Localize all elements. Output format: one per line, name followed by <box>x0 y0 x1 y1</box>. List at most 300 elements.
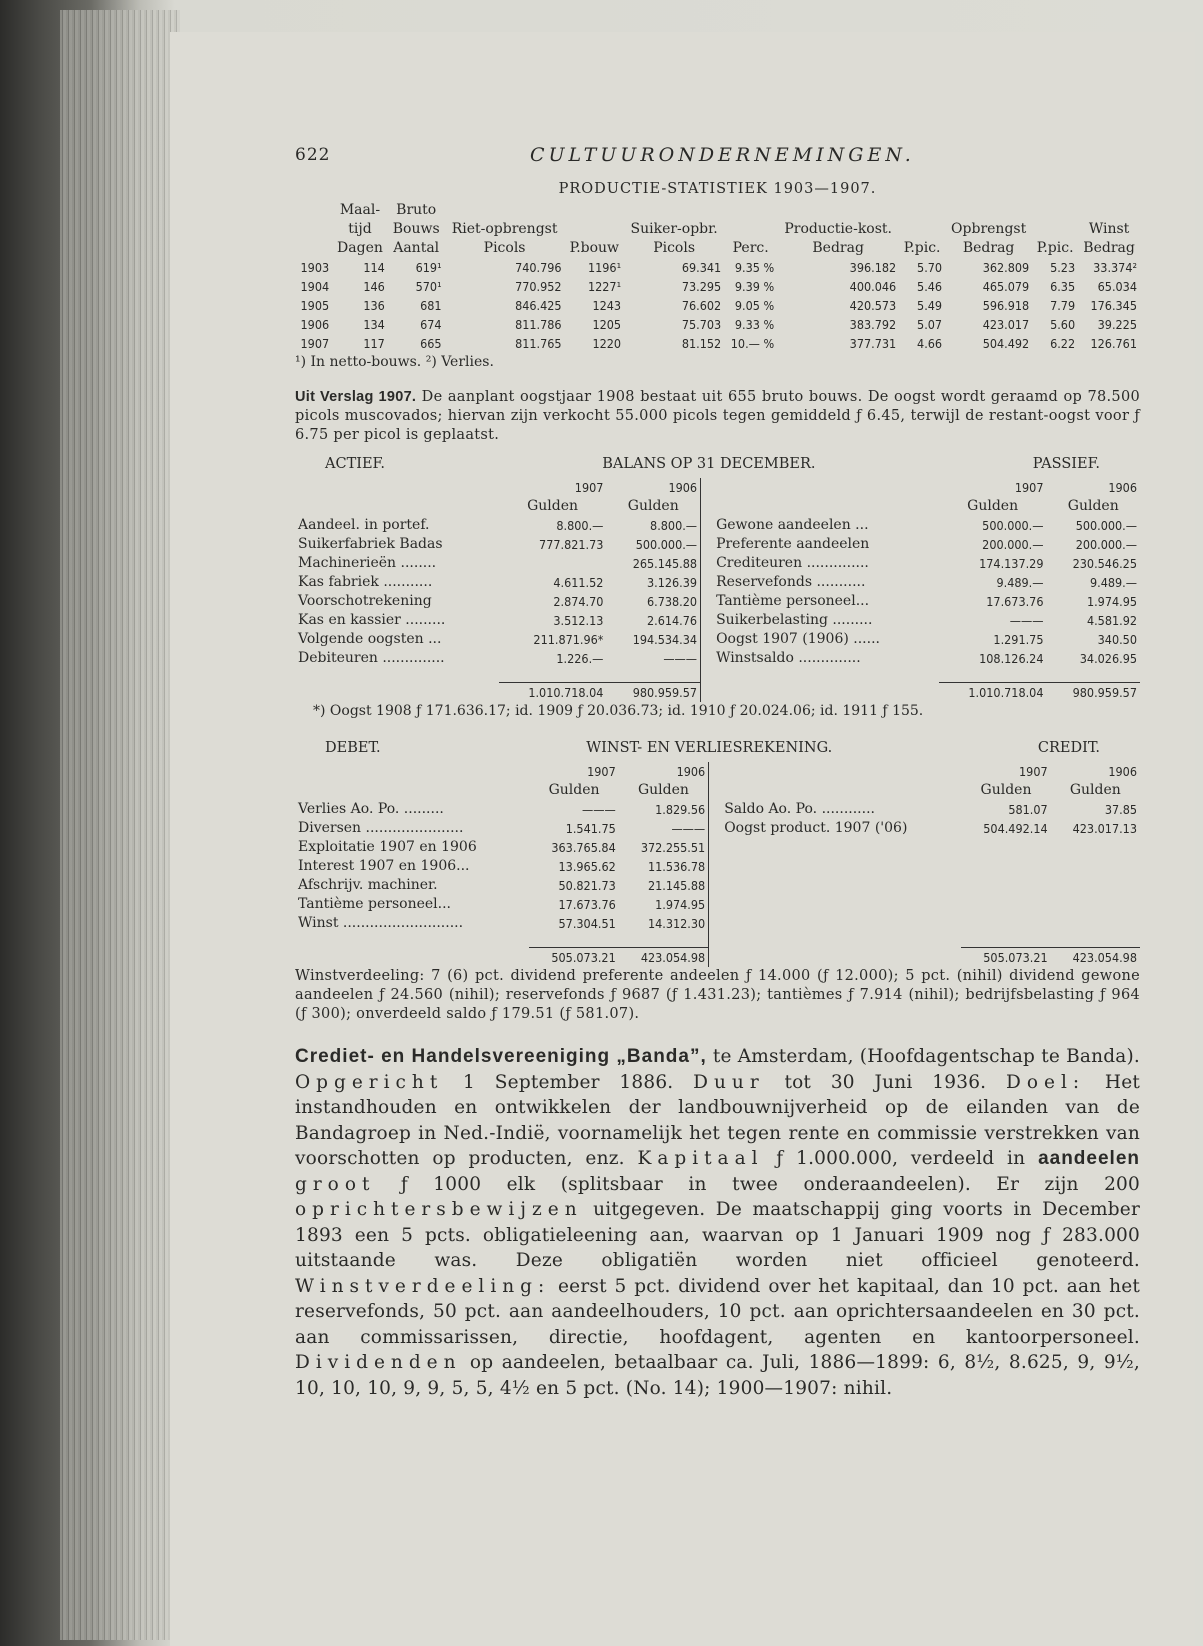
production-header-cell: Aantal <box>393 240 440 256</box>
production-title: PRODUCTIE-STATISTIEK 1903—1907. <box>558 181 877 197</box>
page <box>170 32 1195 1646</box>
winstverdeeling-text: Winstverdeeling: 7 (6) pct. dividend preferente andeelen ƒ 14.000 (ƒ 12.000); 5 pct. (nihil) dividend gewone aandeelen ƒ 24.560 (nihil); reservefonds ƒ 9687 (ƒ 1.431.23); tantièmes ƒ 7.914 (nihil); bedrijfsbelasting ƒ 964 (ƒ 300); onverdeeld saldo ƒ 179.51 (ƒ 581.07). <box>295 968 1140 1022</box>
production-header-cell <box>295 220 332 239</box>
banda-kw-opgericht: Opgericht <box>295 1071 444 1093</box>
balans-actief-value: 2.614.76 <box>647 613 698 628</box>
balans-actief-label: Kas fabriek ........... <box>298 574 433 590</box>
balans-row <box>295 516 1140 535</box>
banda-kw-dividenden: Dividenden <box>295 1352 462 1373</box>
production-header-cell <box>724 201 777 220</box>
balans-blank <box>713 497 939 516</box>
production-value: 9.33 % <box>734 317 775 332</box>
balans-passief-label: Reservefonds ........... <box>716 574 866 590</box>
balans-actief-value: 500.000.— <box>635 537 698 552</box>
winst-credit-value <box>961 857 1050 876</box>
balans-actief-value: 211.871.96* <box>533 632 604 647</box>
winst-divider <box>709 914 722 933</box>
balans-total: 1.010.718.04 <box>499 683 607 703</box>
banda-text-1: te Amsterdam, (Hoofdagentschap te Banda). <box>706 1046 1140 1067</box>
production-value: 770.952 <box>515 279 562 294</box>
balans-total: 980.959.57 <box>1046 683 1140 703</box>
balans-unit-row <box>295 497 1140 516</box>
production-year: 1904 <box>300 279 330 294</box>
production-value: 6.22 <box>1050 336 1076 351</box>
balans-blank <box>713 668 939 683</box>
winst-row <box>295 876 1140 895</box>
production-header-cell <box>899 201 945 220</box>
production-value: 114 <box>363 260 385 275</box>
winst-total: 505.073.21 <box>961 948 1050 968</box>
winst-blank <box>709 781 722 800</box>
winst-credit-value <box>961 876 1050 895</box>
balans-blank <box>939 668 1047 683</box>
banda-kw-doel: Doel: <box>1006 1071 1086 1093</box>
production-value: 136 <box>363 298 385 313</box>
winst-row <box>295 838 1140 857</box>
winst-debet-value: 363.765.84 <box>551 840 616 855</box>
winst-debet-value: 1.829.56 <box>655 802 706 817</box>
balans-passief-value: 34.026.95 <box>1079 651 1137 666</box>
verslag-label: Uit Verslag 1907. <box>295 389 417 405</box>
winst-debet-label: Interest 1907 en 1906... <box>298 858 470 874</box>
balans-unit: Gulden <box>967 498 1019 514</box>
balans-actief-value <box>499 554 607 573</box>
balans-blank <box>701 668 714 683</box>
balans-blank <box>606 668 700 683</box>
balans-blank <box>701 478 714 497</box>
balans-row <box>295 592 1140 611</box>
production-value: 1196¹ <box>587 260 622 275</box>
balans-actief-value: 8.800.— <box>556 518 604 533</box>
production-header-cell: Perc. <box>732 240 769 256</box>
winst-credit-value <box>1051 838 1140 857</box>
balans-divider <box>701 535 714 554</box>
production-value: 65.034 <box>1097 279 1137 294</box>
winst-divider <box>709 838 722 857</box>
page-number: 622 <box>295 145 331 165</box>
balans-passief-value: 174.137.29 <box>979 556 1044 571</box>
balans-gap-row <box>295 668 1140 683</box>
production-value: 665 <box>420 336 442 351</box>
balans-blank <box>701 497 714 516</box>
balans-actief-value: ——— <box>663 651 698 666</box>
winst-debet-value: 1.974.95 <box>655 897 706 912</box>
production-footnote: ¹) In netto-bouws. ²) Verlies. <box>295 354 494 370</box>
production-value: 81.152 <box>681 336 722 351</box>
production-value: 811.765 <box>515 336 562 351</box>
banda-kw-kapitaal: Kapitaal <box>637 1148 764 1169</box>
banda-kw-duur: Duur <box>693 1071 765 1093</box>
winst-credit-value <box>1051 857 1140 876</box>
balans-table <box>295 478 1140 702</box>
production-header-cell <box>624 201 724 220</box>
winst-year: 1907 <box>1019 764 1048 779</box>
balans-passief-label: Tantième personeel... <box>716 593 870 609</box>
winst-debet-value: ——— <box>582 802 616 817</box>
balans-row <box>295 649 1140 668</box>
production-header-cell: Bedrag <box>812 240 864 256</box>
production-value: 362.809 <box>982 260 1030 275</box>
banda-text-8: eerst 5 pct. dividend over het kapitaal, dan 10 pct. aan het reservefonds, 50 pct. aan aandeelhouders, 10 pct. aan oprichtersaandeelen en 30 pct. aan commissarissen, directie, hoofdagent, agenten en kantoorpersoneel. <box>295 1275 1140 1348</box>
production-header-cell <box>1078 201 1140 220</box>
balans-passief-label: Preferente aandeelen <box>716 536 870 552</box>
winst-credit-value <box>1051 914 1140 933</box>
winst-debet-value: ——— <box>671 821 706 836</box>
balans-divider <box>701 630 714 649</box>
production-value: 5.23 <box>1050 260 1076 275</box>
page-edges <box>60 10 180 1640</box>
balans-divider <box>701 592 714 611</box>
production-value: 420.573 <box>849 298 897 313</box>
production-value: 5.46 <box>917 279 943 294</box>
production-header-row <box>295 239 1140 258</box>
winst-blank <box>295 762 529 781</box>
winst-blank <box>295 781 529 800</box>
balans-passief-value: 17.673.76 <box>986 594 1044 609</box>
balans-passief-value: 500.000.— <box>982 518 1044 533</box>
production-header-cell: Productie-kost. <box>784 221 892 237</box>
production-header-row <box>295 220 1140 239</box>
production-header-cell: Suiker-opbr. <box>630 221 718 237</box>
winst-debet-label: Tantième personeel... <box>298 896 451 912</box>
banda-paragraph <box>295 1044 1140 1401</box>
winst-total: 423.054.98 <box>1051 948 1140 968</box>
balans-blank <box>1046 668 1140 683</box>
balans-passief-value: 9.489.— <box>996 575 1044 590</box>
banda-text-3: tot 30 Juni 1936. <box>764 1071 1007 1093</box>
banda-text-9: op aandeelen, betaalbaar ca. Juli, 1886—1899: 6, 8½, 8.625, 9, 9½, 10, 10, 10, 9, 9, 5, 5, 4½ en 5 pct. (No. 14); 1900—1907: nihil. <box>295 1352 1140 1399</box>
balans-passief-value: 230.546.25 <box>1072 556 1137 571</box>
production-value: 75.703 <box>681 317 722 332</box>
balans-actief-value: 8.800.— <box>650 518 698 533</box>
winst-credit-value: 581.07 <box>1008 802 1048 817</box>
production-value: 5.07 <box>917 317 943 332</box>
winst-debet-value: 17.673.76 <box>558 897 616 912</box>
production-header-cell <box>295 201 332 220</box>
production-header-row <box>295 201 1140 220</box>
production-row <box>295 258 1140 277</box>
page-content <box>295 136 1140 1401</box>
production-value: 396.182 <box>849 260 897 275</box>
production-value: 846.425 <box>515 298 562 313</box>
verslag-text: De aanplant oogstjaar 1908 bestaat uit 655 bruto bouws. De oogst wordt geraamd op 78.500 picols muscovados; hiervan zijn verkocht 55.000 picols tegen gemiddeld ƒ 6.45, terwijl de restant-oogst voor ƒ 6.75 per picol is geplaatst. <box>295 389 1141 443</box>
production-header-cell: Winst <box>1088 221 1130 237</box>
banda-text-2: 1 September 1886. <box>443 1071 694 1093</box>
balans-total: 1.010.718.04 <box>939 683 1047 703</box>
winst-credit-value: 504.492.14 <box>983 821 1048 836</box>
balans-divider <box>701 573 714 592</box>
production-header-cell <box>945 201 1032 220</box>
balans-actief-label: Voorschotrekening <box>298 593 432 609</box>
winst-blank <box>721 948 961 968</box>
winst-debet-value: 13.965.62 <box>558 859 616 874</box>
winst-credit-label <box>721 838 961 857</box>
winst-credit-label <box>721 857 961 876</box>
production-header-cell: Riet-opbrengst <box>451 221 558 237</box>
production-value: 1227¹ <box>587 279 622 294</box>
balans-passief-value: 340.50 <box>1097 632 1137 647</box>
balans-total-row <box>295 683 1140 703</box>
winst-blank <box>619 933 709 948</box>
production-value: 39.225 <box>1097 317 1137 332</box>
winst-debet-label: Diversen ...................... <box>298 820 464 836</box>
production-value: 5.70 <box>917 260 943 275</box>
production-year: 1906 <box>300 317 330 332</box>
winst-blank <box>295 933 529 948</box>
balans-passief-label: Suikerbelasting ......... <box>716 612 873 628</box>
production-header-cell <box>724 220 777 239</box>
production-header-cell <box>445 201 565 220</box>
winst-row <box>295 819 1140 838</box>
balans-blank <box>713 478 939 497</box>
banda-kw-groot: groot <box>295 1173 376 1195</box>
balans-passief-label: Gewone aandeelen ... <box>716 517 869 533</box>
production-header-cell: Picols <box>653 240 696 256</box>
balans-divider <box>701 516 714 535</box>
balans-passief-value: 9.489.— <box>1089 575 1137 590</box>
winst-blank <box>529 933 618 948</box>
production-table <box>295 201 1140 353</box>
production-header-cell: tijd <box>348 221 372 237</box>
production-value: 76.602 <box>681 298 722 313</box>
balans-blank <box>295 497 499 516</box>
balans-actief-value: 1.226.— <box>556 651 604 666</box>
winst-credit-label: Saldo Ao. Po. ............ <box>724 801 875 817</box>
winst-row <box>295 857 1140 876</box>
balans-unit: Gulden <box>1067 498 1119 514</box>
balans-actief-label: Suikerfabriek Badas <box>298 536 443 552</box>
winst-credit-value <box>961 895 1050 914</box>
banda-kw-aandeelen: aandeelen <box>1038 1148 1140 1169</box>
winst-debet-value: 11.536.78 <box>647 859 706 874</box>
production-value: 73.295 <box>681 279 722 294</box>
production-value: 146 <box>363 279 385 294</box>
winst-unit: Gulden <box>637 782 689 798</box>
winst-total-row <box>295 948 1140 968</box>
balans-row <box>295 535 1140 554</box>
production-header-cell <box>777 201 899 220</box>
production-value: 4.66 <box>917 336 943 351</box>
winst-debet-value: 50.821.73 <box>558 878 616 893</box>
production-row <box>295 277 1140 296</box>
winst-credit-value: 423.017.13 <box>1072 821 1137 836</box>
winst-blank <box>721 933 961 948</box>
balans-actief-value: 265.145.88 <box>632 556 698 571</box>
balans-passief-value: 200.000.— <box>982 537 1044 552</box>
winst-debet-value: 372.255.51 <box>640 840 706 855</box>
production-header-cell: P.pic. <box>903 240 941 256</box>
winst-total: 505.073.21 <box>529 948 618 968</box>
balans-blank <box>713 683 939 703</box>
balans-actief-label: Kas en kassier ......... <box>298 612 446 628</box>
balans-row <box>295 611 1140 630</box>
production-value: 383.792 <box>849 317 897 332</box>
balans-blank <box>701 683 714 703</box>
banda-text-7: uitgegeven. De maatschappij ging voorts in December 1893 een 5 pcts. obligatieleening aan, waarvan op 1 Januari 1909 nog ƒ 283.000 uitstaande was. Deze obligatiën worden niet officieel genoteerd. <box>295 1199 1140 1271</box>
balans-passief-value: 500.000.— <box>1075 518 1137 533</box>
banda-kw-winstverdeeling: Winstverdeeling: <box>295 1275 551 1297</box>
production-value: 134 <box>363 317 385 332</box>
production-value: 117 <box>363 336 385 351</box>
balans-blank <box>295 683 499 703</box>
production-value: 1205 <box>592 317 622 332</box>
production-header-cell: Bedrag <box>1083 240 1135 256</box>
production-value: 377.731 <box>849 336 897 351</box>
production-value: 504.492 <box>982 336 1030 351</box>
production-header-cell <box>295 239 332 258</box>
production-value: 465.079 <box>982 279 1030 294</box>
winst-debet-label: Verlies Ao. Po. ......... <box>298 801 444 817</box>
winst-unit: Gulden <box>980 782 1032 798</box>
winst-row <box>295 914 1140 933</box>
winst-credit-value <box>1051 895 1140 914</box>
production-value: 619¹ <box>415 260 442 275</box>
production-row <box>295 334 1140 353</box>
balans-year-row <box>295 478 1140 497</box>
balans-passief-value: 1.974.95 <box>1086 594 1137 609</box>
winst-year-row <box>295 762 1140 781</box>
winst-heading <box>295 739 1140 758</box>
balans-row <box>295 554 1140 573</box>
winst-blank <box>961 933 1050 948</box>
balans-divider <box>701 554 714 573</box>
winst-credit-label <box>721 914 961 933</box>
production-header-cell <box>565 201 625 220</box>
balans-blank <box>295 478 499 497</box>
balans-actief-label: Debiteuren .............. <box>298 650 445 666</box>
production-header-cell: P.bouw <box>569 240 620 256</box>
production-value: 681 <box>420 298 442 313</box>
production-header-cell: Bruto <box>396 202 437 218</box>
balans-actief-value: 194.534.34 <box>632 632 698 647</box>
winst-credit-label: Oogst product. 1907 ('06) <box>724 820 908 836</box>
production-value: 126.761 <box>1090 336 1137 351</box>
balans-total: 980.959.57 <box>606 683 700 703</box>
winst-row <box>295 895 1140 914</box>
credit-title: CREDIT. <box>1037 740 1100 756</box>
winst-blank <box>709 762 722 781</box>
balans-passief-value: 4.581.92 <box>1086 613 1137 628</box>
winst-debet-value: 1.541.75 <box>565 821 616 836</box>
production-value: 423.017 <box>982 317 1030 332</box>
banda-text-5: ƒ 1.000.000, verdeeld in <box>763 1148 1039 1169</box>
production-year: 1905 <box>300 298 330 313</box>
balans-actief-value: 3.512.13 <box>553 613 604 628</box>
production-header-cell: Dagen <box>337 240 383 256</box>
production-header-cell: Bedrag <box>962 240 1015 256</box>
balans-passief-value: 108.126.24 <box>979 651 1044 666</box>
balans-actief-value: 777.821.73 <box>539 537 604 552</box>
winst-debet-label: Exploitatie 1907 en 1906 <box>298 839 477 855</box>
winst-total: 423.054.98 <box>619 948 709 968</box>
winst-blank <box>721 762 961 781</box>
winst-title: WINST- EN VERLIESREKENING. <box>586 740 833 756</box>
production-value: 811.786 <box>515 317 562 332</box>
winst-blank <box>1051 933 1140 948</box>
production-value: 596.918 <box>982 298 1030 313</box>
balans-unit: Gulden <box>627 498 679 514</box>
winst-blank <box>721 781 961 800</box>
production-value: 9.39 % <box>734 279 775 294</box>
production-year: 1907 <box>300 336 330 351</box>
production-value: 740.796 <box>515 260 562 275</box>
balans-divider <box>701 649 714 668</box>
winst-unit: Gulden <box>548 782 600 798</box>
production-row <box>295 296 1140 315</box>
winst-divider <box>709 895 722 914</box>
production-value: 7.79 <box>1050 298 1076 313</box>
production-value: 400.046 <box>849 279 897 294</box>
banda-text-6: ƒ 1000 elk (splitsbaar in twee onderaandeelen). Er zijn 200 <box>375 1173 1140 1195</box>
balans-title: BALANS OP 31 DECEMBER. <box>602 456 816 472</box>
winst-unit-row <box>295 781 1140 800</box>
balans-passief-value: 200.000.— <box>1075 537 1137 552</box>
balans-row <box>295 630 1140 649</box>
balans-year: 1906 <box>1108 480 1137 495</box>
production-value: 33.374² <box>1093 260 1137 275</box>
production-value: 5.60 <box>1050 317 1076 332</box>
winst-credit-value: 37.85 <box>1104 802 1137 817</box>
running-title: CULTUURONDERNEMINGEN. <box>530 144 915 166</box>
banda-kw-oprichtersbewijzen: oprichtersbewijzen <box>295 1199 583 1220</box>
banda-text-4: Het instandhouden en ontwikkelen der landbouwnijverheid op de eilanden van de Bandagroep in Ned.-Indië, voornamelijk het tegen rente en commissie verstrekken van voorschotten op producten, enz. <box>295 1071 1141 1169</box>
balans-passief-label: Winstsaldo .............. <box>716 650 861 666</box>
production-header-cell <box>1032 220 1078 239</box>
winst-row <box>295 800 1140 819</box>
winst-debet-value: 21.145.88 <box>647 878 706 893</box>
balans-heading <box>295 455 1140 474</box>
passief-title: PASSIEF. <box>1032 456 1100 472</box>
balans-actief-value: 4.611.52 <box>553 575 604 590</box>
balans-actief-label: Machinerieën ........ <box>298 555 437 571</box>
winst-debet-label: Winst ........................... <box>298 915 464 931</box>
production-value: 1243 <box>592 298 622 313</box>
production-header-cell: Picols <box>483 240 526 256</box>
balans-passief-label: Oogst 1907 (1906) ...... <box>716 631 880 647</box>
winst-divider <box>709 876 722 895</box>
production-value: 9.35 % <box>734 260 775 275</box>
production-value: 1220 <box>592 336 622 351</box>
winst-blank <box>295 948 529 968</box>
balans-year: 1906 <box>668 480 698 495</box>
balans-actief-label: Aandeel. in portef. <box>298 517 430 533</box>
winst-unit: Gulden <box>1069 782 1121 798</box>
balans-actief-value: 6.738.20 <box>647 594 698 609</box>
balans-actief-value: 2.874.70 <box>553 594 604 609</box>
running-header <box>295 136 1140 176</box>
banda-company-name: Crediet- en Handelsvereeniging „Banda”, <box>295 1046 707 1067</box>
production-value: 674 <box>420 317 442 332</box>
winst-credit-label <box>721 895 961 914</box>
production-header-cell <box>899 220 945 239</box>
balans-year: 1907 <box>574 480 604 495</box>
winst-debet-label: Afschrijv. machiner. <box>298 877 438 893</box>
winst-gap-row <box>295 933 1140 948</box>
winst-table <box>295 762 1140 967</box>
debet-title: DEBET. <box>325 740 381 756</box>
production-value: 176.345 <box>1090 298 1137 313</box>
winst-year: 1906 <box>676 764 706 779</box>
winst-credit-value <box>1051 876 1140 895</box>
balans-year: 1907 <box>1014 480 1044 495</box>
production-value: 69.341 <box>681 260 722 275</box>
balans-unit: Gulden <box>527 498 579 514</box>
winst-year: 1907 <box>587 764 616 779</box>
winst-year: 1906 <box>1108 764 1137 779</box>
production-value: 9.05 % <box>734 298 775 313</box>
production-value: 6.35 <box>1050 279 1076 294</box>
balans-actief-value: 3.126.39 <box>647 575 698 590</box>
